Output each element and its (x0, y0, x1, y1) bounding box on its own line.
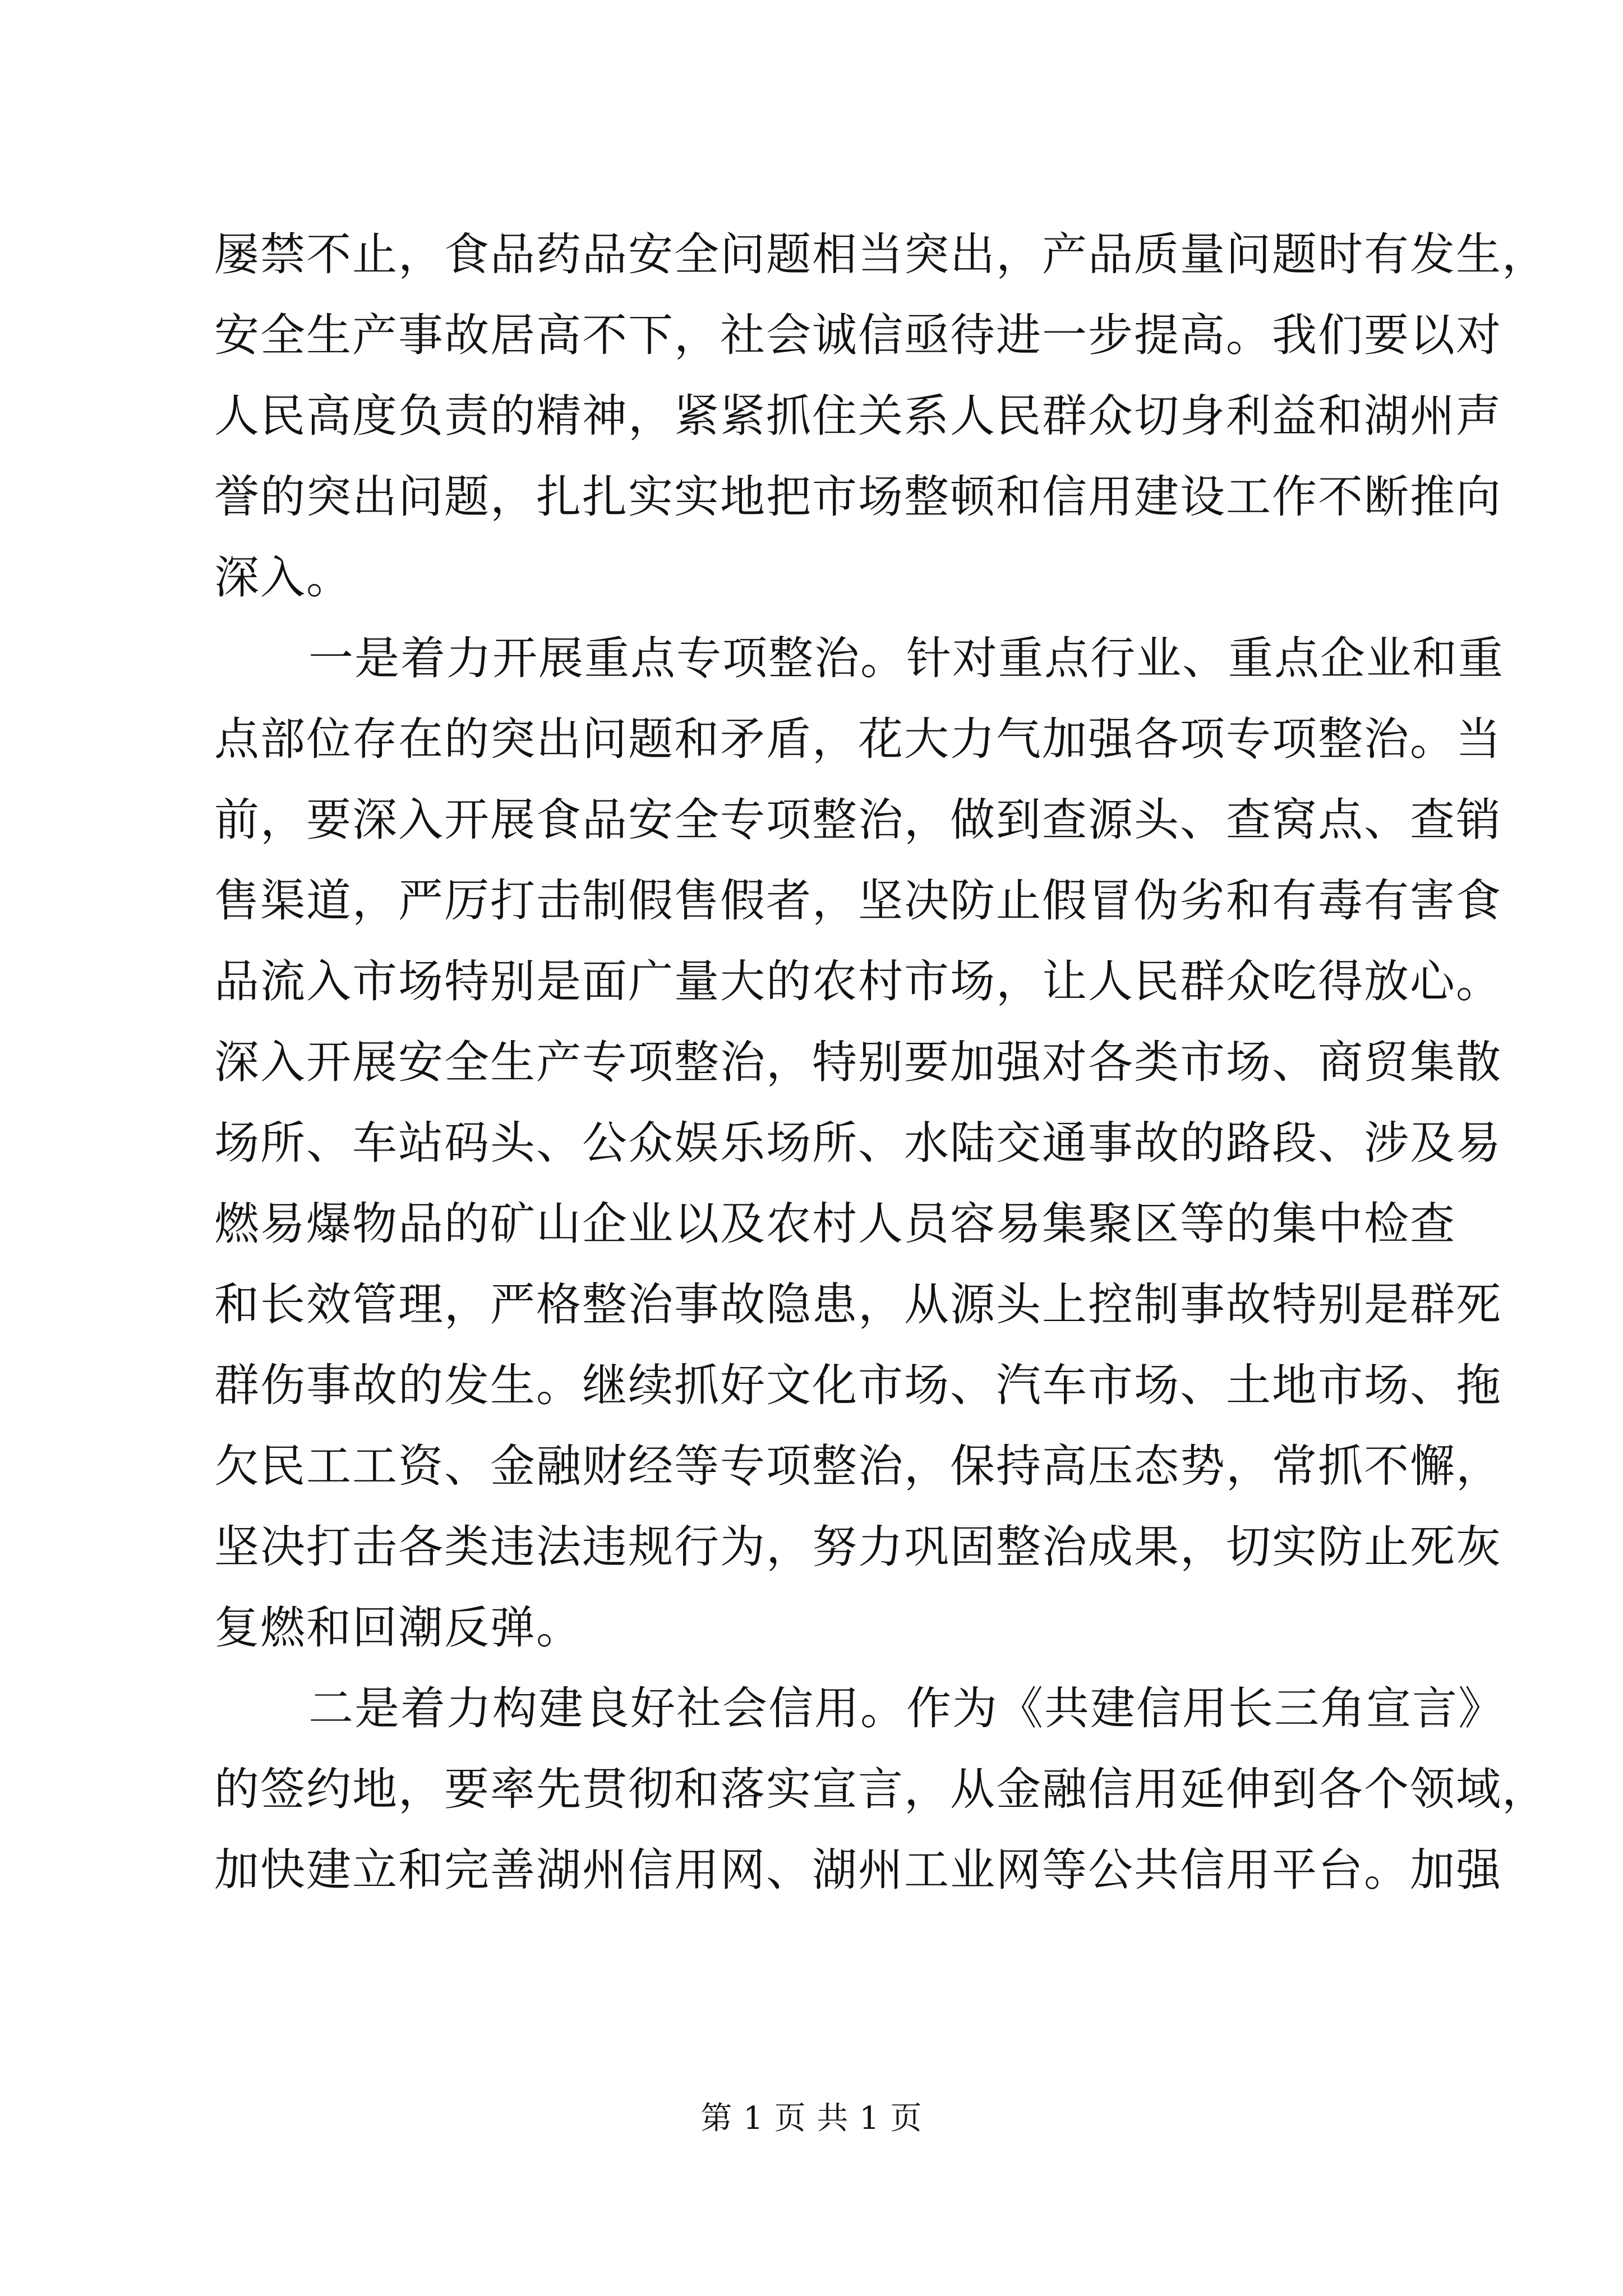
text-line: 品流入市场特别是面广量大的农村市场，让人民群众吃得放心。 (214, 955, 1502, 1007)
text-line: 燃易爆物品的矿山企业以及农村人员容易集聚区等的集中检查 (214, 1198, 1456, 1250)
body-text (214, 214, 1548, 1911)
paragraph-first-line: 二是着力构建良好社会信用。作为《共建信用长三角宣言》 (308, 1682, 1504, 1734)
text-line: 场所、车站码头、公众娱乐场所、水陆交通事故的路段、涉及易 (214, 1117, 1502, 1169)
text-line: 的签约地，要率先贯彻和落实宣言，从金融信用延伸到各个领域， (214, 1763, 1548, 1815)
text-line: 点部位存在的突出问题和矛盾，花大力气加强各项专项整治。当 (214, 713, 1502, 765)
text-line: 和长效管理，严格整治事故隐患，从源头上控制事故特别是群死 (214, 1278, 1502, 1331)
text-line: 深入开展安全生产专项整治，特别要加强对各类市场、商贸集散 (214, 1036, 1502, 1088)
text-line: 前，要深入开展食品安全专项整治，做到查源头、查窝点、查销 (214, 794, 1502, 846)
text-line: 安全生产事故居高不下，社会诚信亟待进一步提高。我们要以对 (214, 309, 1502, 361)
text-line: 屡禁不止，食品药品安全问题相当突出，产品质量问题时有发生， (214, 228, 1548, 280)
paragraph-first-line: 一是着力开展重点专项整治。针对重点行业、重点企业和重 (308, 632, 1504, 684)
text-line: 深入。 (214, 551, 352, 604)
text-line: 售渠道，严厉打击制假售假者，坚决防止假冒伪劣和有毒有害食 (214, 875, 1502, 927)
text-line: 复燃和回潮反弹。 (214, 1602, 582, 1654)
text-line: 誉的突出问题，扎扎实实地把市场整顿和信用建设工作不断推向 (214, 471, 1502, 523)
text-line: 坚决打击各类违法违规行为，努力巩固整治成果，切实防止死灰 (214, 1521, 1502, 1573)
text-line: 加快建立和完善湖州信用网、湖州工业网等公共信用平台。加强 (214, 1844, 1502, 1896)
text-line: 人民高度负责的精神，紧紧抓住关系人民群众切身利益和湖州声 (214, 390, 1502, 442)
page-number-footer: 第 1 页 共 1 页 (700, 2100, 923, 2137)
text-line: 群伤事故的发生。继续抓好文化市场、汽车市场、土地市场、拖 (214, 1359, 1502, 1411)
text-line: 欠民工工资、金融财经等专项整治，保持高压态势，常抓不懈， (214, 1440, 1502, 1492)
